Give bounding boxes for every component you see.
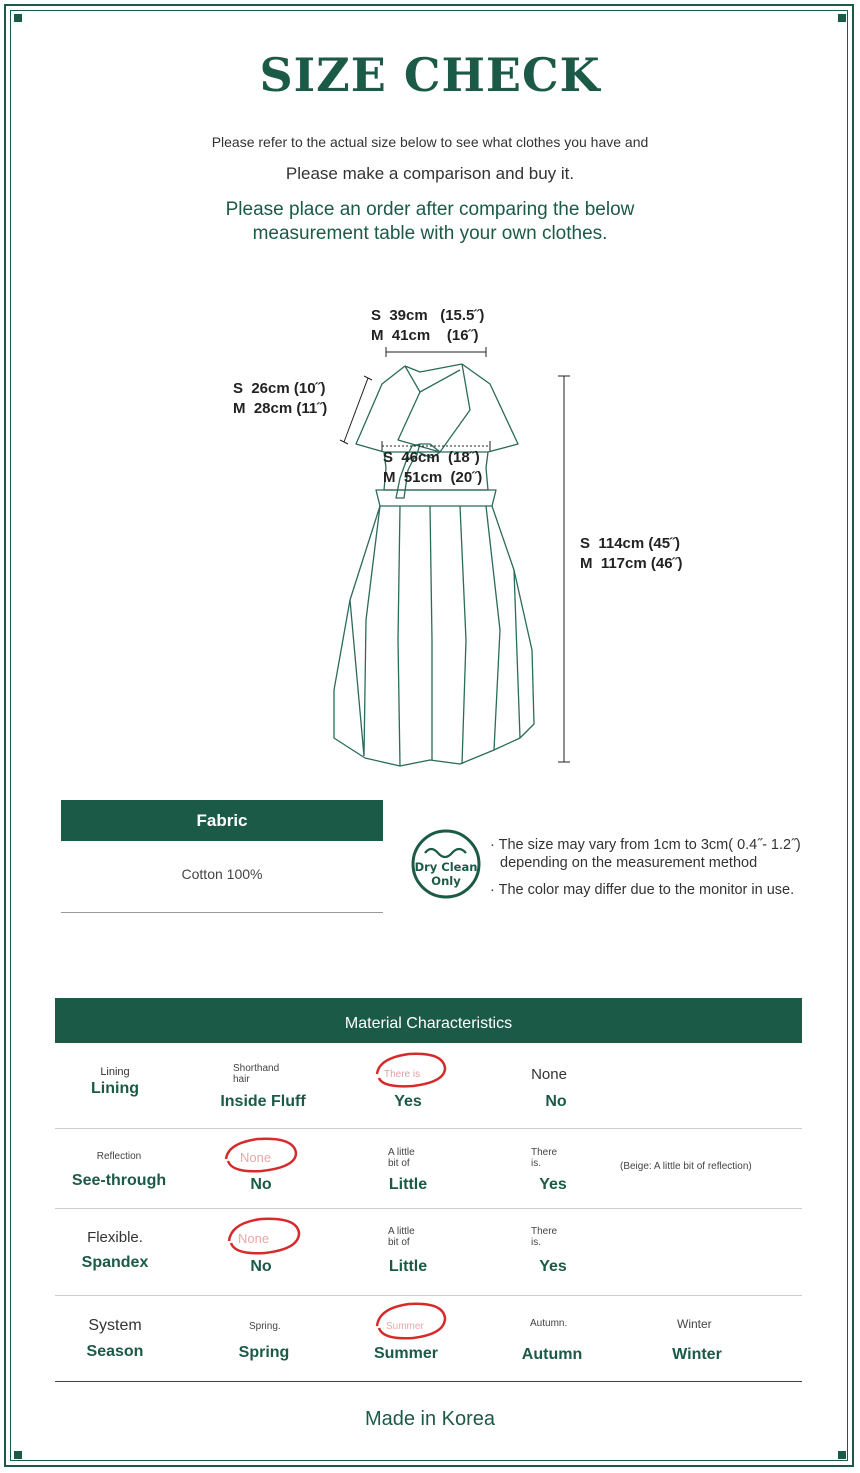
cell-value: No [250,1258,272,1275]
row-label-see-through [54,1151,184,1190]
intro-line-2: Please make a comparison and buy it. [285,164,575,183]
cell-small: There is. [531,1226,558,1248]
cell-value: No [545,1093,567,1110]
cell-small: A little bit of [388,1147,415,1169]
row-label-small: Flexible. [87,1229,143,1246]
divider [55,1295,802,1296]
highlight-circle [373,1300,449,1344]
highlight-circle [373,1050,449,1092]
chest-size-m: M 51cm (20˝) [383,469,483,486]
dry-clean-text-2: Only [431,874,461,888]
intro-line-3a: Please place an order after comparing the below [225,199,635,220]
row-label-spandex [50,1229,180,1272]
cell-value: Little [388,1258,428,1275]
dry-clean-badge [411,829,481,899]
cell-small: None [240,1150,272,1165]
sleeve-size-s: S 26cm (10˝) [233,380,326,397]
care-note-1b: depending on the measurement method [500,855,758,871]
cell-small: There is [384,1069,421,1080]
shoulder-size-m: M 41cm (16˝) [371,327,479,344]
cell-small: Winter [677,1317,712,1331]
fabric-header: Fabric [61,800,383,841]
cell-value: Yes [539,1176,567,1193]
row-label-small: Lining [100,1066,130,1078]
cell-value: Little [388,1176,428,1193]
cell-small: None [531,1066,567,1083]
length-size-m: M 117cm (46˝) [580,555,683,572]
row-label: See-through [71,1172,167,1189]
material-header: Material Characteristics [55,998,802,1043]
cell-value: Yes [539,1258,567,1275]
reflection-note: (Beige: A little bit of reflection) [620,1161,752,1172]
cell-value: Inside Fluff [220,1093,306,1110]
cell-small: Autumn. [530,1318,568,1329]
cell-value: Winter [672,1346,722,1363]
cell-value: Spring [238,1344,290,1361]
care-note-2: · The color may differ due to the monitor in use. [490,882,795,898]
divider [55,1208,802,1209]
sleeve-size-m: M 28cm (11˝) [233,400,328,417]
shoulder-size-s: S 39cm (15.5˝) [371,307,485,324]
row-label: Season [86,1343,144,1360]
cell-value: No [250,1176,272,1193]
cell-small: Summer [386,1321,424,1332]
row-label: Lining [91,1080,139,1097]
intro-line-3b: measurement table with your own clothes. [252,223,608,244]
cell-small: Spring. [249,1321,281,1332]
chest-size-s: S 46cm (18˝) [383,449,480,466]
cell-value: Summer [373,1345,439,1362]
cell-small: A little bit of [388,1226,415,1248]
row-label-small: Reflection [96,1151,142,1162]
cell-value: Yes [394,1093,422,1110]
cell-small: There is. [531,1147,558,1169]
row-label-small: System [88,1317,142,1334]
highlight-circle [225,1215,303,1259]
fabric-value: Cotton 100% [181,866,263,882]
care-note-1a: · The size may vary from 1cm to 3cm( 0.4˝- 1.2˝) [490,837,801,853]
page-title: SIZE CHECK [259,48,601,102]
row-label-lining [50,1066,180,1098]
intro-line-1: Please refer to the actual size below to see what clothes you have and [211,134,649,150]
made-in-label: Made in Korea [364,1408,496,1430]
cell-value: Autumn [521,1346,583,1363]
row-label-season [50,1317,180,1361]
highlight-circle [222,1135,300,1177]
divider [55,1381,802,1382]
dry-clean-text-1: Dry Clean [414,860,478,874]
row-label: Spandex [81,1254,149,1271]
divider [61,912,383,913]
cell-small: Shorthand hair [233,1063,280,1085]
cell-small: None [238,1231,270,1246]
dry-clean-icon [411,829,481,899]
divider [55,1128,802,1129]
corner-mark [14,1451,22,1459]
corner-mark [838,1451,846,1459]
length-size-s: S 114cm (45˝) [580,535,681,552]
